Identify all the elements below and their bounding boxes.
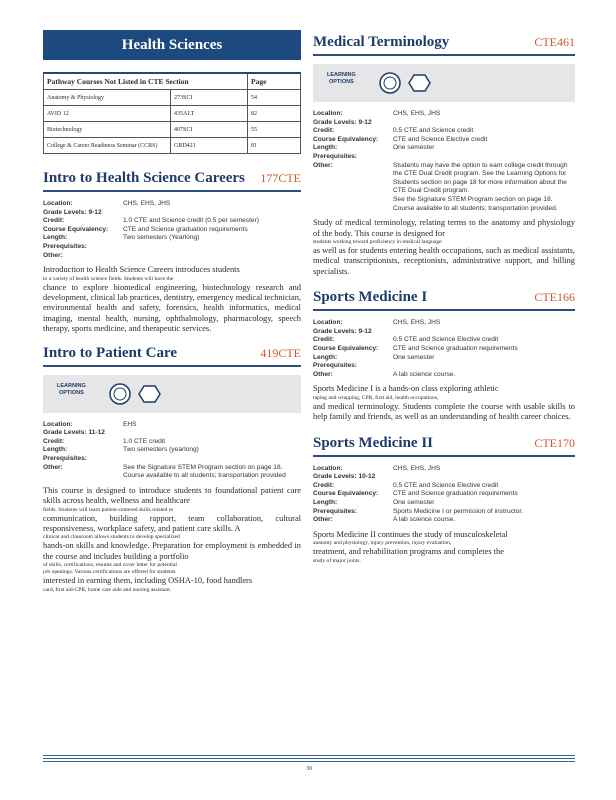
detail-label: Grade Levels: 10-12 [313,473,376,481]
detail-row [43,226,301,235]
course-sports-medicine-1 [313,289,575,422]
learning-options-label: LEARNING OPTIONS [327,72,356,85]
detail-value: A lab science course. [393,370,456,378]
course-title: Intro to Health Science Careers [43,170,245,186]
detail-label: Length: [43,446,68,454]
table-header: Page [248,73,301,90]
detail-label: Course Equivalency: [43,225,109,233]
course-title: Intro to Patient Care [43,344,178,361]
learning-options-icon [377,70,437,96]
detail-row [313,516,575,525]
table-row [44,106,301,122]
detail-value: EHS [123,420,137,428]
detail-row [43,243,301,252]
detail-value: Students may have the option to earn college credit through the CTE Dual Credit program. See the Learning Options for Students section on page 18 for more information about the CTE Dual Credit program. See the Signature STEM Program section on page 18. Course available to all students; transportation provided. [393,161,568,212]
detail-label: Location: [43,200,73,207]
detail-label: Other: [313,161,333,169]
detail-label: Location: [43,420,73,428]
detail-row [43,429,301,438]
description-text: communication, building rapport, team collaboration, cultural responsiveness, workplace safety, and patient care skills. A [43,513,301,533]
detail-label: Course Equivalency: [313,344,379,352]
detail-value: CHS, EHS, JHS [123,200,171,207]
detail-row [43,234,301,243]
detail-row [313,465,575,474]
course-title: Sports Medicine I [313,289,428,306]
detail-row [313,162,575,214]
detail-row [43,217,301,226]
left-column [43,30,301,594]
pathway-table [43,72,301,154]
detail-value: 1.0 CTE credit [123,437,166,445]
detail-value: See the Signature STEM Program section on page 18. Course available to all students; transportation provided [123,463,286,480]
detail-value [393,362,575,371]
detail-row [313,319,575,328]
learning-options-label: LEARNING OPTIONS [57,382,86,396]
detail-label: Credit: [43,437,65,445]
detail-value: Two semesters (Yearlong) [123,234,200,242]
detail-value: 0.5 CTE and Science credit [393,127,474,135]
course-header [43,170,301,192]
course-sports-medicine-2 [313,435,575,565]
page-footer [43,755,575,772]
course-description [43,265,301,334]
course-details [313,465,575,525]
course-header [313,34,575,56]
table-cell: AVID 12 [44,106,171,122]
table-cell: 82 [248,106,301,122]
detail-value: Sports Medicine I or permission of instructor. [393,507,524,515]
course-details [43,421,301,481]
course-code: CTE170 [534,435,575,450]
detail-value: CHS, EHS, JHS [393,464,441,472]
detail-value: 0.5 CTE and Science Elective credit [393,336,499,344]
detail-value: CTE and Science Elective credit [393,135,488,143]
detail-label: Other: [43,251,63,259]
detail-value: One semester [393,353,435,361]
dual-credit-cte-icon [110,384,130,404]
description-text: to a variety of health science fields. Students will have the [43,275,174,282]
detail-label: Other: [43,463,63,471]
detail-value [123,243,301,252]
course-code: 177CTE [260,171,301,185]
detail-label: Grade Levels: 9-12 [313,118,372,126]
detail-row [313,490,575,499]
detail-row [313,119,575,128]
description-text: Study of medical terminology, relating terms to the anatomy and physiology of the body. This course is designed for [313,218,575,238]
description-text: card, first aid-CPR, home care aide and nursing assistant. [43,586,172,593]
course-intro-patient-care [43,345,301,594]
detail-row [313,328,575,337]
course-details [313,319,575,379]
detail-row [313,110,575,119]
detail-row [43,252,301,261]
description-text: job openings. Various certifications are offered for students [43,569,176,576]
course-description [313,218,575,277]
detail-value: 0.5 CTE and Science Elective credit [393,481,499,489]
detail-label: Location: [313,319,343,327]
course-code: CTE166 [534,290,575,305]
detail-value: CTE and Science graduation requirements [123,225,248,233]
learning-options-icon [107,381,167,407]
description-text: interested in earning them, including OSHA-10, food handlers [43,576,253,586]
detail-label: Prerequisites: [43,242,87,250]
detail-row [313,371,575,380]
detail-value [102,209,301,218]
detail-label: Location: [313,464,343,472]
detail-value [123,455,301,464]
table-header: Pathway Courses Not Listed in CTE Section [44,73,248,90]
detail-label: Grade Levels: 11-12 [43,429,105,437]
table-cell: GRD421 [171,138,248,154]
detail-value [105,429,301,438]
detail-value [375,473,575,482]
table-row [44,90,301,106]
stem-hexagon-icon [139,386,160,402]
table-row [44,122,301,138]
course-header [313,435,575,457]
detail-row [313,473,575,482]
course-description [313,384,575,422]
description-text: taping and wrapping, CPR, first aid, health occupations, [313,394,439,401]
stem-hexagon-icon [409,75,430,91]
table-cell: 54 [248,90,301,106]
detail-value: CHS, EHS, JHS [393,110,441,117]
detail-row [43,446,301,455]
detail-label: Prerequisites: [43,454,87,462]
table-cell: 81 [248,138,301,154]
detail-value: CTE and Science graduation requirements [393,344,518,352]
right-column [313,30,575,565]
detail-label: Prerequisites: [313,152,357,160]
detail-label: Course Equivalency: [313,490,379,498]
detail-row [313,499,575,508]
table-cell: Anatomy & Physiology [44,90,171,106]
description-text: Introduction to Health Science Careers introduces students [43,265,240,275]
table-cell: Biotechnology [44,122,171,138]
course-medical-terminology [313,34,575,277]
description-text: treatment, and rehabilitation programs and completes the [313,547,504,557]
detail-value: One semester [393,144,435,152]
table-row [44,138,301,154]
detail-row [313,144,575,153]
detail-value [372,328,575,337]
detail-label: Length: [313,498,338,506]
table-cell: 407SCI [171,122,248,138]
detail-value: CTE and Science graduation requirements [393,490,518,498]
table-cell: 273SCI [171,90,248,106]
description-text: Sports Medicine I is a hands-on class exploring athletic [313,384,499,394]
course-title: Sports Medicine II [313,434,433,451]
detail-row [313,127,575,136]
detail-label: Length: [313,353,338,361]
course-header [43,345,301,367]
detail-label: Length: [43,234,68,242]
description-text: as well as for students entering health occupations, such as medical assistants, medical transcriptionists, receptionists, administrative support, and billing specialists. [313,245,575,276]
table-cell: College & Career Readiness Seminar (CCRS) [44,138,171,154]
description-text: fields. Students will learn patient-centered skills related to [43,506,174,513]
description-text: clinical and classroom allows students to develop specialized [43,534,180,541]
table-cell: 55 [248,122,301,138]
detail-row [313,362,575,371]
description-text: and medical terminology. Students complete the course with usable skills to help family and friends, as well as an understanding of health career choices. [313,401,575,422]
course-code: 419CTE [260,345,301,360]
learning-options-box [43,375,301,413]
detail-row [313,482,575,491]
description-text: Sports Medicine II continues the study of musculoskeletal [313,529,508,539]
detail-label: Credit: [313,336,335,344]
description-text: This course is designed to introduce students to foundational patient care skills across health, wellness and healthcare [43,485,301,506]
detail-row [43,455,301,464]
course-intro-health-science-careers [43,170,301,335]
description-text: study of major joints. [313,557,361,564]
detail-value: One semester [393,498,435,506]
detail-value: 1.0 CTE and Science credit (0.5 per semester) [123,217,259,225]
detail-row [43,200,301,209]
detail-value: CHS, EHS, JHS [393,319,441,327]
detail-row [43,464,301,481]
table-cell: 435ALT [171,106,248,122]
detail-label: Location: [313,110,343,117]
detail-label: Prerequisites: [313,507,357,515]
description-text: chance to explore biomedical engineering, biotechnology research and development, clinical lab practices, dentistry, emergency medical technician, environmental health and safety, forensics, health informatics, medical imaging, mental health, nursing, ophthalmology, pharmacology, speech therapy, sports medicine, and therapeutic services. [43,282,301,334]
detail-row [313,336,575,345]
detail-label: Credit: [43,217,65,225]
course-details [313,110,575,213]
detail-row [313,136,575,145]
detail-row [43,421,301,430]
detail-value [372,119,575,128]
detail-row [43,438,301,447]
learning-options-box [313,64,575,102]
description-text: anatomy and physiology, injury prevention, injury evaluation, [313,540,452,547]
detail-value [123,252,301,261]
description-text: students working toward proficiency in medical language [313,238,442,245]
detail-value: Two semesters (yearlong) [123,446,199,454]
course-description [43,486,301,594]
course-details [43,200,301,260]
course-code: CTE461 [534,35,575,49]
detail-row [313,508,575,517]
detail-label: Course Equivalency: [313,135,379,143]
course-header [313,289,575,311]
detail-label: Length: [313,144,338,152]
detail-row [313,345,575,354]
detail-value: A lab science course. [393,516,456,524]
detail-label: Credit: [313,127,335,135]
section-banner: Health Sciences [43,30,301,60]
course-title: Medical Terminology [313,34,450,50]
description-text: hands-on skills and knowledge. Preparation for employment is embedded in the course and includes building a portfolio [43,541,301,561]
page-number: 30 [306,766,312,772]
description-text: of skills, certifications, resume and cover letter for potential [43,562,177,569]
detail-row [43,209,301,218]
detail-label: Other: [313,516,333,524]
dual-credit-cte-icon [380,73,400,93]
detail-label: Prerequisites: [313,362,357,370]
detail-row [313,354,575,363]
detail-label: Grade Levels: 9-12 [43,208,102,216]
detail-row [313,153,575,162]
detail-label: Other: [313,370,333,378]
detail-label: Credit: [313,481,335,489]
detail-label: Grade Levels: 9-12 [313,327,372,335]
course-description [313,530,575,565]
detail-value [393,153,575,162]
